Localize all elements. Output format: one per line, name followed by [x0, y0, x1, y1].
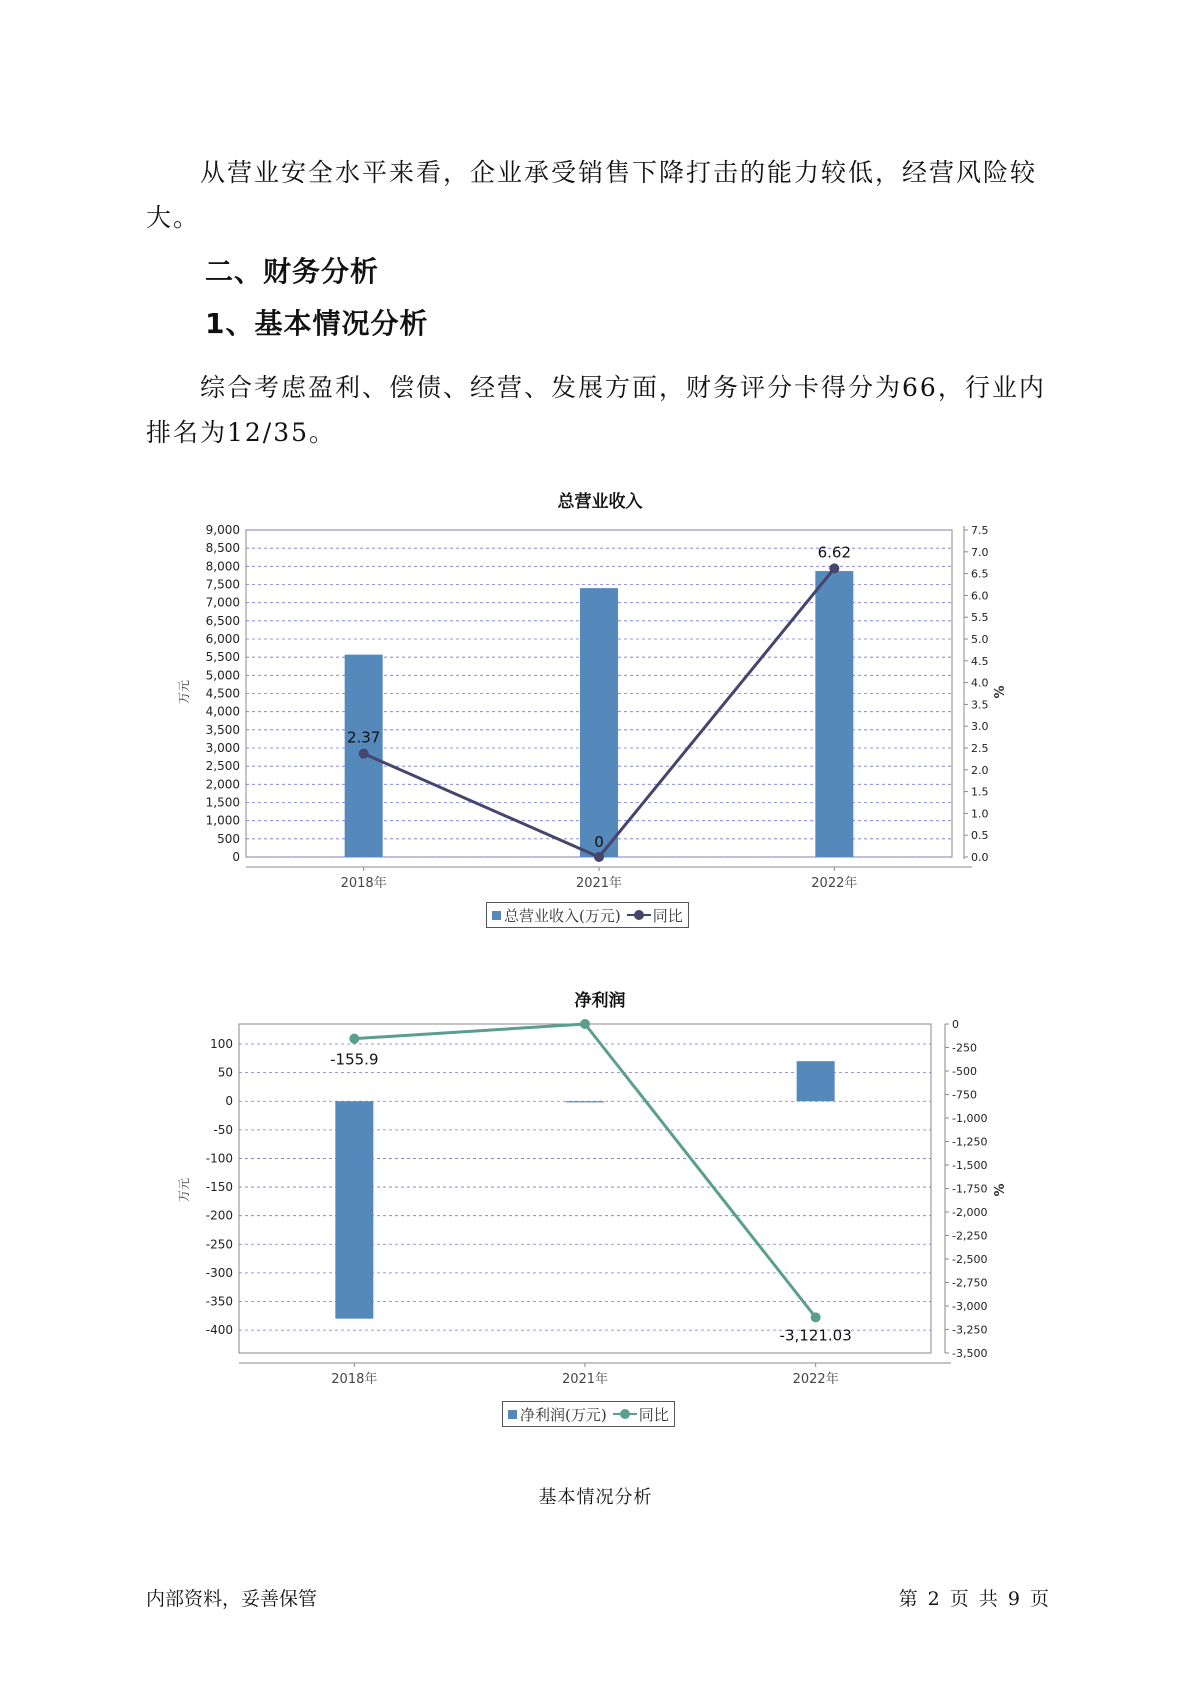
y-right-tick-label: -750 — [952, 1088, 977, 1102]
bar-2022年 — [797, 1061, 835, 1101]
y-tick-label: 2,500 — [205, 759, 240, 774]
y-tick-label: 5,500 — [205, 650, 240, 665]
y-right-tick-label: 0.5 — [971, 829, 989, 843]
y-tick-label: 3,000 — [205, 741, 240, 755]
y-tick-label: 0 — [232, 850, 240, 864]
bar-2018年 — [335, 1101, 373, 1318]
y-tick-label: -100 — [205, 1151, 233, 1166]
y-tick-label: 7,500 — [205, 577, 240, 592]
data-label: -3,121.03 — [779, 1326, 852, 1345]
x-tick-label: 2022年 — [792, 1372, 839, 1387]
legend-yoy-label: 同比 — [638, 1405, 669, 1424]
y-tick-label: 3,500 — [205, 722, 240, 737]
y-right-tick-label: -1,500 — [952, 1159, 988, 1172]
y-right-tick-label: 2.0 — [971, 763, 989, 777]
y-right-tick-label: 0.0 — [971, 851, 989, 864]
y-right-axis-label: % — [993, 685, 1008, 699]
safety-paragraph: 从营业安全水平来看，企业承受销售下降打击的能力较低，经营风险较大。 — [146, 158, 1038, 232]
y-right-tick-label: 7.5 — [971, 524, 989, 537]
x-tick-label: 2022年 — [811, 876, 858, 891]
footer-page-number: 第 2 页 共 9 页 — [898, 1588, 1049, 1610]
y-tick-label: 6,500 — [205, 613, 240, 628]
y-tick-label: 9,000 — [205, 523, 240, 537]
y-axis-label: 万元 — [177, 679, 191, 705]
y-right-tick-label: -3,500 — [952, 1347, 988, 1360]
profit-chart-title: 净利润 — [574, 991, 626, 1011]
y-right-tick-label: 6.0 — [971, 589, 989, 603]
y-tick-label: -200 — [205, 1208, 233, 1223]
y-tick-label: -350 — [205, 1294, 233, 1309]
y-tick-label: 8,500 — [205, 541, 240, 556]
y-right-tick-label: 5.5 — [971, 611, 989, 625]
y-right-tick-label: 3.5 — [971, 698, 989, 712]
y-right-tick-label: 1.0 — [971, 807, 989, 821]
yoy-point — [580, 1019, 590, 1029]
y-right-tick-label: -500 — [952, 1065, 977, 1078]
y-right-tick-label: -2,000 — [952, 1206, 988, 1219]
y-tick-label: -150 — [205, 1180, 233, 1195]
y-right-tick-label: 4.5 — [971, 654, 989, 668]
y-tick-label: 0 — [225, 1094, 233, 1109]
profit-chart-legend — [502, 1401, 675, 1427]
data-label: -155.9 — [330, 1050, 379, 1069]
legend-yoy-label: 同比 — [652, 906, 683, 925]
legend-profit-label: 净利润(万元) — [520, 1405, 607, 1424]
y-right-tick-label: 0 — [952, 1018, 959, 1031]
y-tick-label: 1,000 — [205, 813, 240, 828]
y-right-tick-label: 3.0 — [971, 720, 989, 734]
y-tick-label: 8,000 — [205, 559, 240, 574]
y-right-tick-label: 2.5 — [971, 742, 989, 755]
y-tick-label: 500 — [217, 831, 240, 846]
y-tick-label: -50 — [213, 1122, 233, 1137]
y-tick-label: 1,500 — [205, 795, 240, 810]
y-tick-label: 50 — [217, 1065, 233, 1080]
y-right-tick-label: 1.5 — [971, 785, 989, 799]
y-right-tick-label: 4.0 — [971, 676, 989, 690]
data-label: 0 — [594, 833, 604, 851]
y-tick-label: 7,000 — [205, 595, 240, 610]
y-tick-label: 4,000 — [205, 704, 240, 719]
score-paragraph: 综合考虑盈利、偿债、经营、发展方面，财务评分卡得分为66，行业内排名为12/35。 — [146, 373, 1046, 447]
data-label: 2.37 — [346, 728, 381, 747]
x-tick-label: 2018年 — [331, 1372, 378, 1387]
y-tick-label: -400 — [205, 1323, 233, 1338]
y-right-tick-label: 7.0 — [971, 545, 989, 559]
y-right-tick-label: -1,250 — [952, 1135, 988, 1149]
y-right-tick-label: -250 — [952, 1041, 977, 1055]
legend-line-swatch — [613, 1409, 637, 1419]
bar-2021年 — [566, 1101, 604, 1102]
y-right-tick-label: -1,000 — [952, 1112, 988, 1125]
y-right-tick-label: -2,250 — [952, 1229, 988, 1243]
subsection-heading: 1、基本情况分析 — [205, 307, 429, 340]
y-right-tick-label: -3,000 — [952, 1300, 988, 1313]
figure-caption: 基本情况分析 — [538, 1487, 653, 1508]
legend-revenue-label: 总营业收入(万元) — [504, 906, 621, 925]
yoy-point — [349, 1034, 359, 1044]
x-tick-label: 2018年 — [340, 876, 387, 891]
data-label: 6.62 — [817, 543, 852, 562]
y-right-tick-label: -1,750 — [952, 1182, 988, 1196]
y-right-tick-label: -2,750 — [952, 1276, 988, 1290]
section-heading: 二、财务分析 — [205, 255, 380, 288]
legend-bar-swatch — [508, 1410, 517, 1419]
x-tick-label: 2021年 — [561, 1372, 609, 1387]
y-right-tick-label: -2,500 — [952, 1253, 988, 1266]
yoy-point — [811, 1312, 821, 1322]
y-right-tick-label: 5.0 — [971, 633, 989, 646]
y-right-tick-label: 6.5 — [971, 567, 989, 581]
revenue-chart-title: 总营业收入 — [557, 492, 643, 512]
x-tick-label: 2021年 — [575, 876, 623, 891]
y-axis-label: 万元 — [177, 1177, 191, 1203]
y-tick-label: 5,000 — [205, 668, 240, 683]
y-tick-label: 2,000 — [205, 777, 240, 792]
y-tick-label: 6,000 — [205, 632, 240, 646]
y-tick-label: -250 — [205, 1237, 233, 1252]
y-tick-label: 100 — [210, 1037, 233, 1052]
y-right-tick-label: -3,250 — [952, 1323, 988, 1337]
y-tick-label: -300 — [205, 1265, 233, 1280]
footer-confidential: 内部资料，妥善保管 — [146, 1588, 318, 1610]
y-right-axis-label: % — [993, 1183, 1008, 1197]
y-tick-label: 4,500 — [205, 686, 240, 701]
